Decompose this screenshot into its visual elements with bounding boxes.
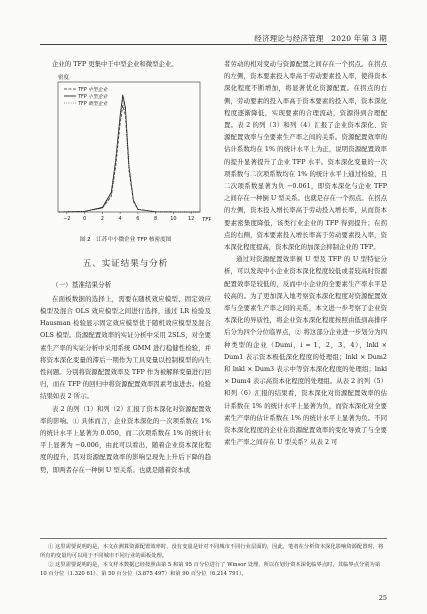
x-tick-label: 0 bbox=[83, 216, 87, 223]
x-tick-label: 8 bbox=[154, 216, 158, 223]
figure-caption: 图 2 江苏中小微企业 TFP 核密度图 bbox=[79, 237, 172, 244]
intro-paragraph: 企业的 TFP 更集中于中型企业和微型企业。 bbox=[52, 60, 178, 68]
legend-label-3: TFP 微型企业 bbox=[78, 102, 108, 108]
series-line-3 bbox=[58, 100, 200, 212]
left-paragraph-1: 在面板数据的选择上，需要在随机效应模型、固定效应模型及混合 OLS 效应模型之间进行选择，通过 LR 检验及 Hausman 检验显示固定效应模型优于随机效应模型及混合 OLS 模型。资源配置效率的实证分析中采用 2SLS，对全要素生产率的实证分析中采用系统 GMM 进行稳健性检验，并将资本深化变量的滞后一期作为工具变量以控制模型的内生性问题。分别将资源配置效率及 TFP 作为被解释变量进行回归，而在 TFP 的回归中将资源配置效率因素考虑进去。检验结果如表 2 所示。 bbox=[40, 294, 211, 401]
density-chart-svg bbox=[40, 72, 211, 232]
footnotes bbox=[40, 538, 387, 579]
x-tick-label: 2 bbox=[100, 216, 104, 223]
footnote-2: ② 这里需要说明的是，本文样本数据已经按照由第 5 和第 95 百分位进行了 Winsor 处理，所以在划分资本深化临界点时，其临界点分别为第 10 百分位（1.320 61）、第 50 百分位（3.875 497）和第 90 百分位（6.214 791）。 bbox=[40, 562, 381, 577]
series-line-2 bbox=[58, 95, 200, 212]
legend-label-2: TFP 小型企业 bbox=[78, 95, 108, 101]
header-rule bbox=[40, 44, 387, 45]
density-chart bbox=[40, 72, 211, 232]
series-line-1 bbox=[58, 106, 200, 213]
x-tick-label: 10 bbox=[170, 216, 177, 223]
right-paragraph-1: 者劳动的相对变动与资源配置之间存在一个拐点。在拐点的左侧，资本要素投入率高于劳动要素投入率，使得资本深化程度不断增加，将显著优化资源配置。在拐点的右侧，劳动要素的投入率高于资本要素的投入率，资本深化程度逐渐降低，实现要素的合理流动，资源得到合理配置。表 2 的列（3）和列（4）汇报了企业资本深化、资源配置效率与全要素生产率之间的关系。资源配置效率的估计系数均在 1% 的统计水平上为正，说明资源配置效率的提升显著提升了企业 TFP 水平。资本深化变量的一次项系数与二次项系数均在 1% 的统计水平上通过检验，且二次项系数显著为负 −0.061，即资本深化与企业 TFP 之间存在一种倒 U 型关系。也就是存在一个拐点。在拐点的左侧，资本投入增长率高于劳动投入增长率，从而资本要素密集度降低，该类行业企业的 TFP 得到提升；在拐点的右侧，资本要素投入增长率高于劳动要素投入率，资本深化程度提高，资本深化的加深会抑制企业的 TFP。 bbox=[224, 60, 387, 252]
left-paragraph-2: 表 2 的列（1）和列（2）汇报了资本深化对资源配置效率的影响。① 具体而言，企业资本深化的一次项系数在 1% 的统计水平上显著为 0.050，而二次项系数在 1% 的统计水平上显著为 −0.006，由此可以看出，随着企业资本深化程度的提升，其对资源配置效率的影响呈现先上升后下降的趋势，即两者存在一种倒 U 型关系。也就是随着资本或 bbox=[40, 404, 211, 474]
y-axis-label: 密度 bbox=[58, 75, 70, 82]
x-axis-label: TFP bbox=[202, 217, 211, 224]
right-column bbox=[224, 58, 387, 449]
x-tick-label: −2 bbox=[63, 216, 71, 223]
section-title: 五、实证结果与分析 bbox=[82, 259, 169, 270]
journal-header: 经济理论与经济管理 2020 年第 3 期 bbox=[254, 34, 387, 43]
legend-label-1: TFP 中型企业 bbox=[78, 88, 108, 94]
right-paragraph-2: 通过对资源配置效率倒 U 型及 TFP 的 U 型特征分析，可以发现中小企业资本深化程度较低或者较高时资源配置效率是较低的，反而中小企业的全要素生产率水平是较高的。为了更加深入地考察资本深化程度对资源配置效率与全要素生产率之间的关系，本文进一步考察了企业资本深化的异质性，将企业资本深化程度按照由低到高排序后分为四个分位临界点，② 将这部分企业进一步划分为四种类型的企业（Dumi，i = 1，2，3，4），lnkl × Dum1 表示资本极低深化程度的处理组；lnkl × Dum2 和 lnkl × Dum3 表示中等资本深化程度的处理组；lnkl × Dum4 表示高资本化程度的处理组。从表 2 的列（5）和列（6）汇报的结果看，资本深化对资源配置效率的估计系数在 1% 的统计水平上显著为负，而资本深化对全要素生产率的估计系数在 1% 的统计水平上显著为负。不同资本深化程度的企业在资源配置效率的变化导致了与全要素生产率之间存在 U 型关系？从表 2 可 bbox=[224, 255, 387, 447]
left-column bbox=[40, 58, 211, 476]
x-tick-label: 6 bbox=[136, 216, 140, 223]
page-number: 25 bbox=[378, 594, 387, 602]
chart-legend bbox=[64, 86, 108, 107]
subsection-title: （一）基准结果分析 bbox=[52, 280, 112, 289]
chart-series bbox=[58, 95, 200, 212]
x-tick-label: 4 bbox=[118, 216, 122, 223]
x-tick-label: 12 bbox=[187, 216, 195, 223]
footnote-1: ① 这里需要说明的是，本文在测算资源配置效率时，没有变量是针对不同城市不同行业层面的，因此，笔者在分析资本深化影响资源配置时，将所有的变量均可以用于不同城市不同行业的面板处理。 bbox=[40, 544, 384, 559]
